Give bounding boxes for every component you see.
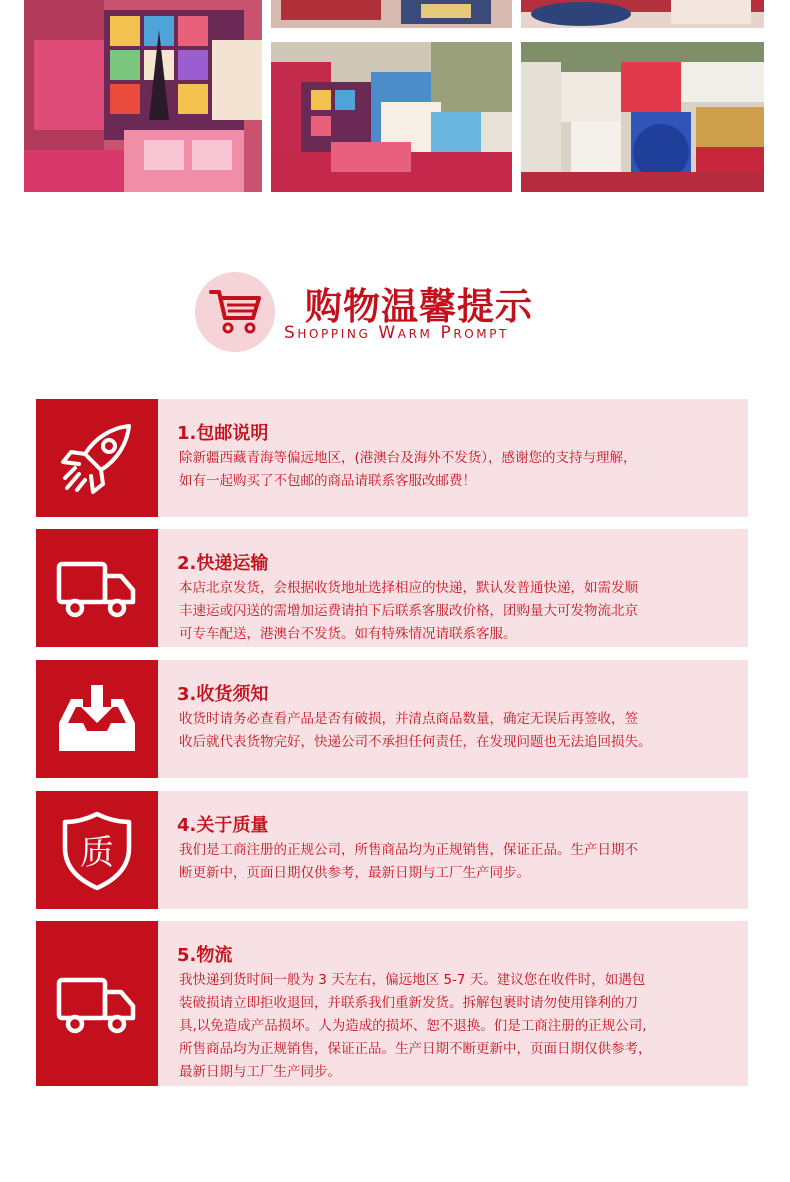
tip-line: 本店北京发货，会根据收货地址选择相应的快递，默认发普通快递，如需发顺 (179, 580, 638, 596)
tip-body (179, 708, 734, 754)
shopping-tips-heading (0, 260, 790, 370)
store-shelf-photo (521, 42, 764, 192)
quality-glyph: 质 (80, 833, 114, 873)
tip-card-free-shipping (36, 399, 748, 517)
tip-title: 3.收货须知 (177, 684, 269, 705)
tip-card-quality (36, 791, 748, 909)
tip-card-express-delivery (36, 529, 748, 647)
store-display-photo (271, 42, 512, 192)
tip-line: 最新日期与工厂生产同步。 (179, 1064, 341, 1080)
tip-line: 我快递到货时间一般为 3 天左右，偏远地区 5-7 天。建议您在收件时，如遇包 (179, 972, 646, 988)
tip-line: 除新疆西藏青海等偏远地区，(港澳台及海外不发货），感谢您的支持与理解， (179, 450, 637, 466)
gift-box-display-photo-1 (24, 0, 262, 192)
tip-line: 具,以免造成产品损坏。人为造成的损坏、恕不退换。们是工商注册的正规公司, (179, 1018, 647, 1034)
inbox-download-icon (36, 660, 158, 778)
tip-body (179, 839, 734, 885)
quality-shield-icon (36, 791, 158, 909)
tip-line: 收后就代表货物完好，快递公司不承担任何责任，在发现问题也无法追回损失。 (179, 734, 652, 750)
tip-line: 可专车配送，港澳台不发货。如有特殊情况请联系客服。 (179, 626, 517, 642)
tip-body (179, 447, 734, 493)
tip-title: 2.快递运输 (177, 553, 269, 574)
tip-title: 1.包邮说明 (177, 423, 269, 444)
tip-title: 4.关于质量 (177, 815, 269, 836)
tip-line: 收货时请务必查看产品是否有破损，并清点商品数量，确定无误后再签收，签 (179, 711, 638, 727)
shopping-cart-icon (195, 272, 275, 352)
tip-card-receiving-notes (36, 660, 748, 778)
product-photo-strip (0, 0, 790, 196)
tip-card-logistics (36, 921, 748, 1086)
tip-line: 所售商品均为正规销售，保证正品。生产日期不断更新中，页面日期仅供参考， (179, 1041, 652, 1057)
rocket-icon (36, 399, 158, 517)
tip-line: 我们是工商注册的正规公司，所售商品均为正规销售，保证正品。生产日期不 (179, 842, 638, 858)
delivery-truck-icon (36, 921, 158, 1086)
gift-box-display-photo-2 (271, 0, 512, 28)
tip-line: 丰速运或闪送的需增加运费请拍下后联系客服改价格，团购量大可发物流北京 (179, 603, 638, 619)
tip-title: 5.物流 (177, 945, 233, 966)
tip-line: 装破损请立即拒收退回，并联系我们重新发货。拆解包裹时请勿使用锋利的刀 (179, 995, 638, 1011)
tip-body (179, 577, 734, 646)
delivery-truck-icon (36, 529, 158, 647)
page-title: 购物温馨提示 (305, 285, 533, 328)
page-subtitle: Shopping Warm Prompt (284, 323, 510, 343)
tip-line: 如有一起购买了不包邮的商品请联系客服改邮费！ (179, 473, 476, 489)
gift-box-display-photo-3 (521, 0, 764, 28)
tip-line: 断更新中，页面日期仅供参考，最新日期与工厂生产同步。 (179, 865, 530, 881)
tip-body (179, 969, 734, 1084)
